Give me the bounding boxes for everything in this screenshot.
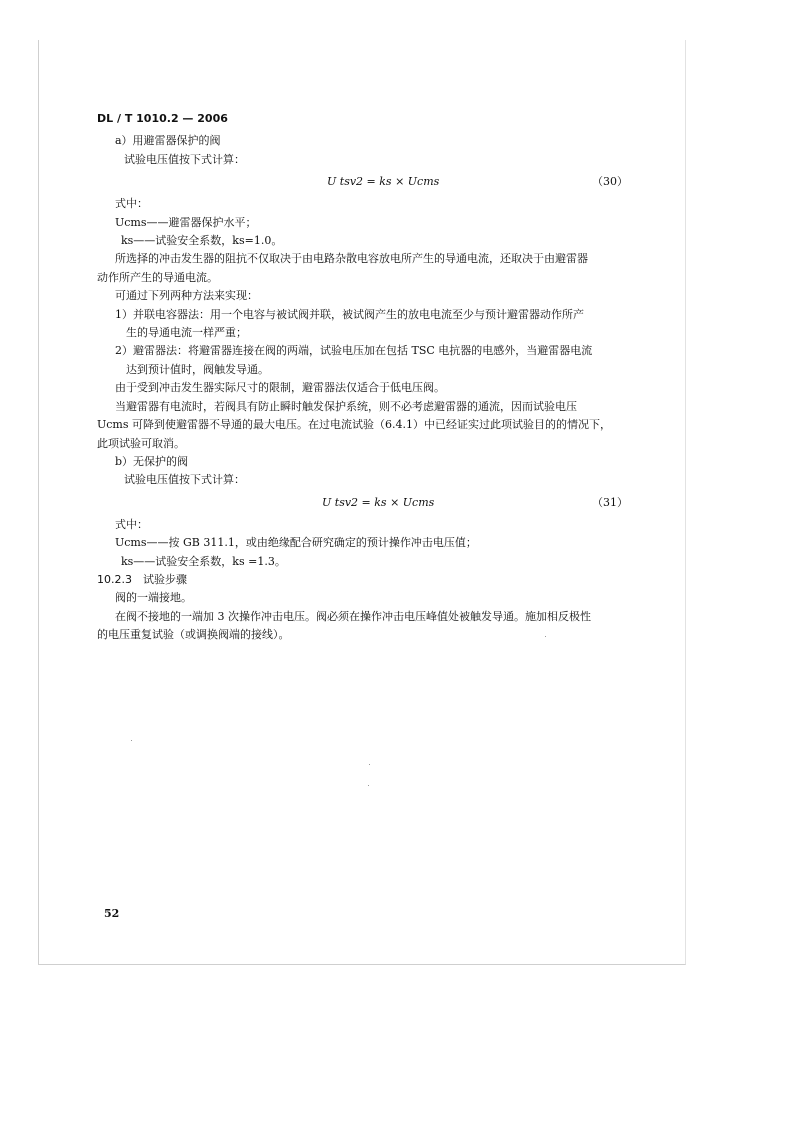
section-a-intro: 试验电压值按下式计算： [124, 152, 245, 166]
scan-speck [545, 636, 546, 637]
scan-speck [131, 740, 132, 741]
section-a-paragraph-4-line-1: 当避雷器有电流时，若阀具有防止瞬时触发保护系统，则不必考虑避雷器的通流，因而试验电压 [115, 399, 577, 413]
section-10-2-3-paragraph-1: 阀的一端接地。 [115, 591, 192, 605]
method-2-line-1: 2）避雷器法：将避雷器连接在阀的两端，试验电压加在包括 TSC 电抗器的电感外，当避雷器电流 [115, 344, 593, 358]
section-a-paragraph-1-line-1: 所选择的冲击发生器的阻抗不仅取决于由电路杂散电容放电所产生的导通电流，还取决于由避雷器 [115, 252, 588, 266]
method-1-line-2: 生的导通电流一样严重； [126, 326, 247, 340]
section-a-definition-ucms: Ucms——避雷器保护水平； [115, 215, 257, 229]
page-number: 52 [104, 907, 120, 920]
section-a-paragraph-1-line-2: 动作所产生的导通电流。 [97, 270, 218, 284]
formula-30 [97, 169, 632, 195]
document-body [97, 110, 632, 645]
document-header: DL / T 1010.2 — 2006 [97, 112, 228, 125]
section-a-paragraph-4-line-2: Ucms 可降到使避雷器不导通的最大电压。在过电流试验（6.4.1）中已经证实过此项试验目的的情况下， [97, 418, 611, 432]
section-a-paragraph-2: 可通过下列两种方法来实现： [115, 289, 258, 303]
scan-speck [368, 785, 369, 786]
method-2-line-2: 达到预计值时，阀触发导通。 [126, 362, 269, 376]
section-b-intro: 试验电压值按下式计算： [124, 473, 245, 487]
section-a-where: 式中： [115, 197, 148, 211]
section-10-2-3-paragraph-2-line-2: 的电压重复试验（或调换阀端的接线）。 [97, 628, 290, 642]
section-10-2-3-heading: 10.2.3 试验步骤 [97, 572, 187, 586]
section-a-paragraph-4-line-3: 此项试验可取消。 [97, 436, 185, 450]
section-b-definition-ks: ks——试验安全系数，ks =1.3。 [121, 554, 286, 568]
equation-number-31: （31） [592, 495, 628, 509]
section-a-paragraph-3: 由于受到冲击发生器实际尺寸的限制，避雷器法仅适合于低电压阀。 [115, 381, 445, 395]
section-10-2-3-paragraph-2-line-1: 在阀不接地的一端加 3 次操作冲击电压。阀必须在操作冲击电压峰值处被触发导通。施加相反极性 [115, 609, 591, 623]
section-a-definition-ks: ks——试验安全系数，ks=1.0。 [121, 234, 283, 248]
formula-31 [97, 490, 632, 516]
formula-30-expression: U tsv2 = ks × Ucms [327, 175, 440, 189]
formula-31-expression: U tsv2 = ks × Ucms [322, 495, 435, 509]
section-b-where: 式中： [115, 517, 148, 531]
section-a-title: a）用避雷器保护的阀 [115, 134, 221, 148]
scan-speck [369, 764, 370, 765]
section-b-definition-ucms: Ucms——按 GB 311.1，或由绝缘配合研究确定的预计操作冲击电压值； [115, 536, 477, 550]
equation-number-30: （30） [592, 175, 628, 189]
section-b-title: b）无保护的阀 [115, 454, 189, 468]
method-1-line-1: 1）并联电容器法：用一个电容与被试阀并联，被试阀产生的放电电流至少与预计避雷器动作所产 [115, 307, 584, 321]
